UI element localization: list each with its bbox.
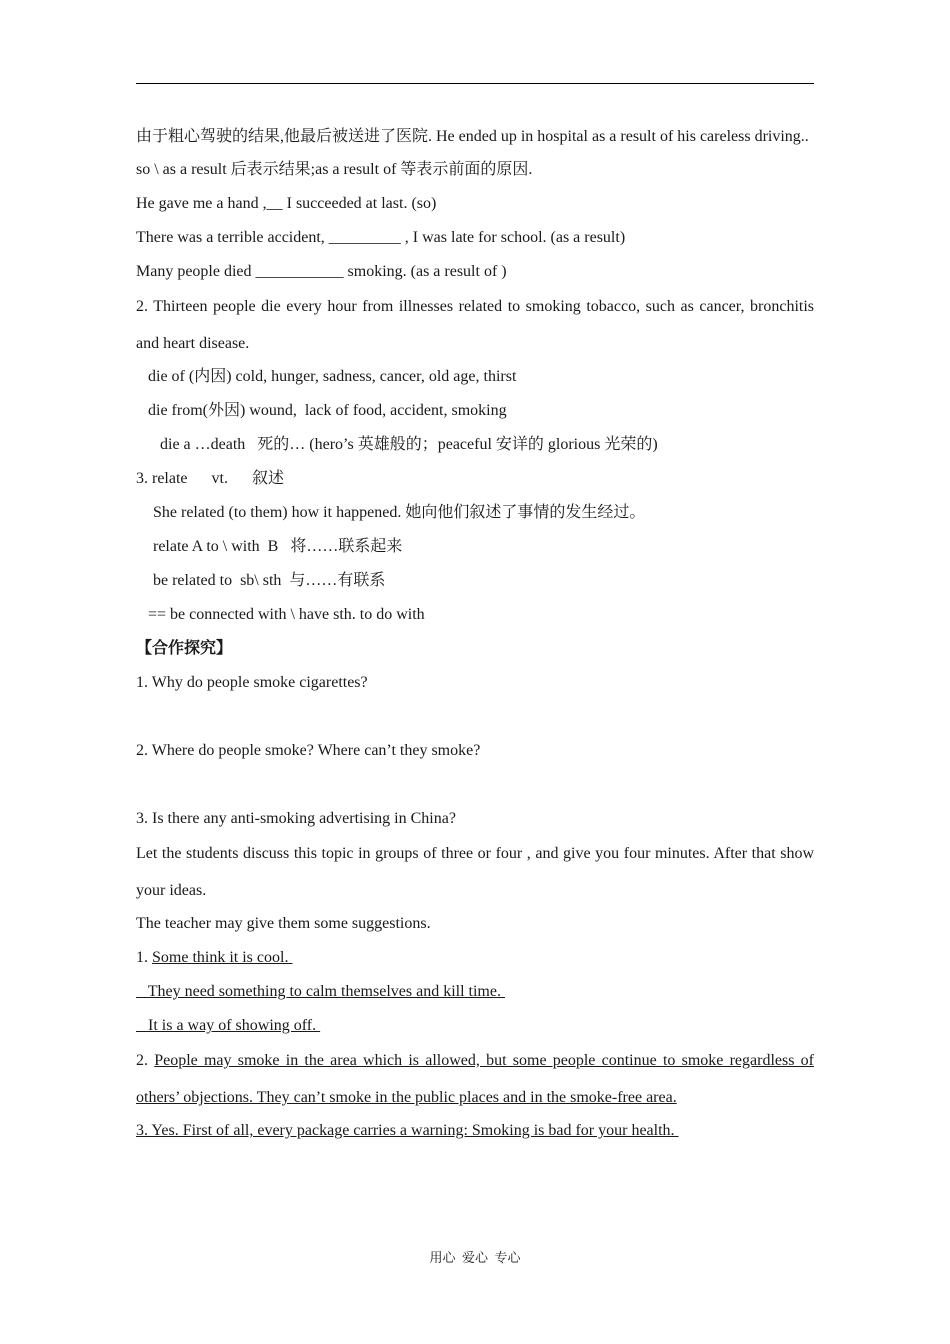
answer-line (136, 1042, 814, 1116)
text-line: The teacher may give them some suggestions. (136, 915, 431, 932)
answer-text: Some think it is cool. (152, 949, 293, 966)
answer-text: People may smoke in the area which is allowed, but some people continue to smoke regardless of others’ objections. They can’t smoke in the public places and in the smoke-free area. (136, 1052, 814, 1106)
text-line: There was a terrible accident, _________ , I was late for school. (as a result) (136, 229, 626, 246)
answer-line (136, 941, 814, 975)
answer-line (136, 1009, 814, 1043)
question: 2. Where do people smoke? Where can’t they smoke? (136, 742, 481, 759)
text-line: so \ as a result 后表示结果;as a result of 等表示前面的原因. (136, 161, 533, 178)
document-body (136, 119, 814, 1148)
question: 1. Why do people smoke cigarettes? (136, 674, 368, 691)
answer-line (136, 1114, 814, 1148)
text-line: die of (内因) cold, hunger, sadness, cancer, old age, thirst (148, 368, 517, 385)
answer-number: 1. (136, 949, 152, 966)
answer-number: 2. (136, 1052, 155, 1069)
text-line: 由于粗心驾驶的结果,他最后被送进了医院. He ended up in hospital as a result of his careless driving.. (136, 128, 809, 145)
text-line: 3. relate vt. 叙述 (136, 470, 284, 487)
question: 3. Is there any anti-smoking advertising in China? (136, 810, 456, 827)
text-line: She related (to them) how it happened. 她向他们叙述了事情的发生经过。 (153, 504, 646, 521)
header-rule (136, 83, 814, 84)
answer-space (136, 768, 814, 802)
text-line: relate A to \ with B 将……联系起来 (153, 538, 403, 555)
text-line: == be connected with \ have sth. to do with (148, 606, 425, 623)
text-line: be related to sb\ sth 与……有联系 (153, 572, 386, 589)
answer-line (136, 975, 814, 1009)
section-heading: 【合作探究】 (136, 640, 233, 657)
answer-text: They need something to calm themselves and kill time. (136, 983, 505, 1000)
answer-text: 3. Yes. First of all, every package carries a warning: Smoking is bad for your health. (136, 1122, 679, 1139)
text-line: 2. Thirteen people die every hour from illnesses related to smoking tobacco, such as cancer, bronchitis and heart disease. (136, 298, 814, 352)
text-line: He gave me a hand ,__ I succeeded at last. (so) (136, 195, 437, 212)
answer-text: It is a way of showing off. (136, 1017, 321, 1034)
text-line: die a …death 死的… (hero’s 英雄般的；peaceful 安详的 glorious 光荣的) (160, 436, 658, 453)
text-line: die from(外因) wound, lack of food, accident, smoking (148, 402, 507, 419)
text-line: Many people died ___________ smoking. (as a result of ) (136, 263, 507, 280)
page-footer: 用心 爱心 专心 (429, 1250, 521, 1265)
text-line: Let the students discuss this topic in groups of three or four , and give you four minutes. After that show your ideas. (136, 845, 814, 899)
answer-space (136, 700, 814, 734)
